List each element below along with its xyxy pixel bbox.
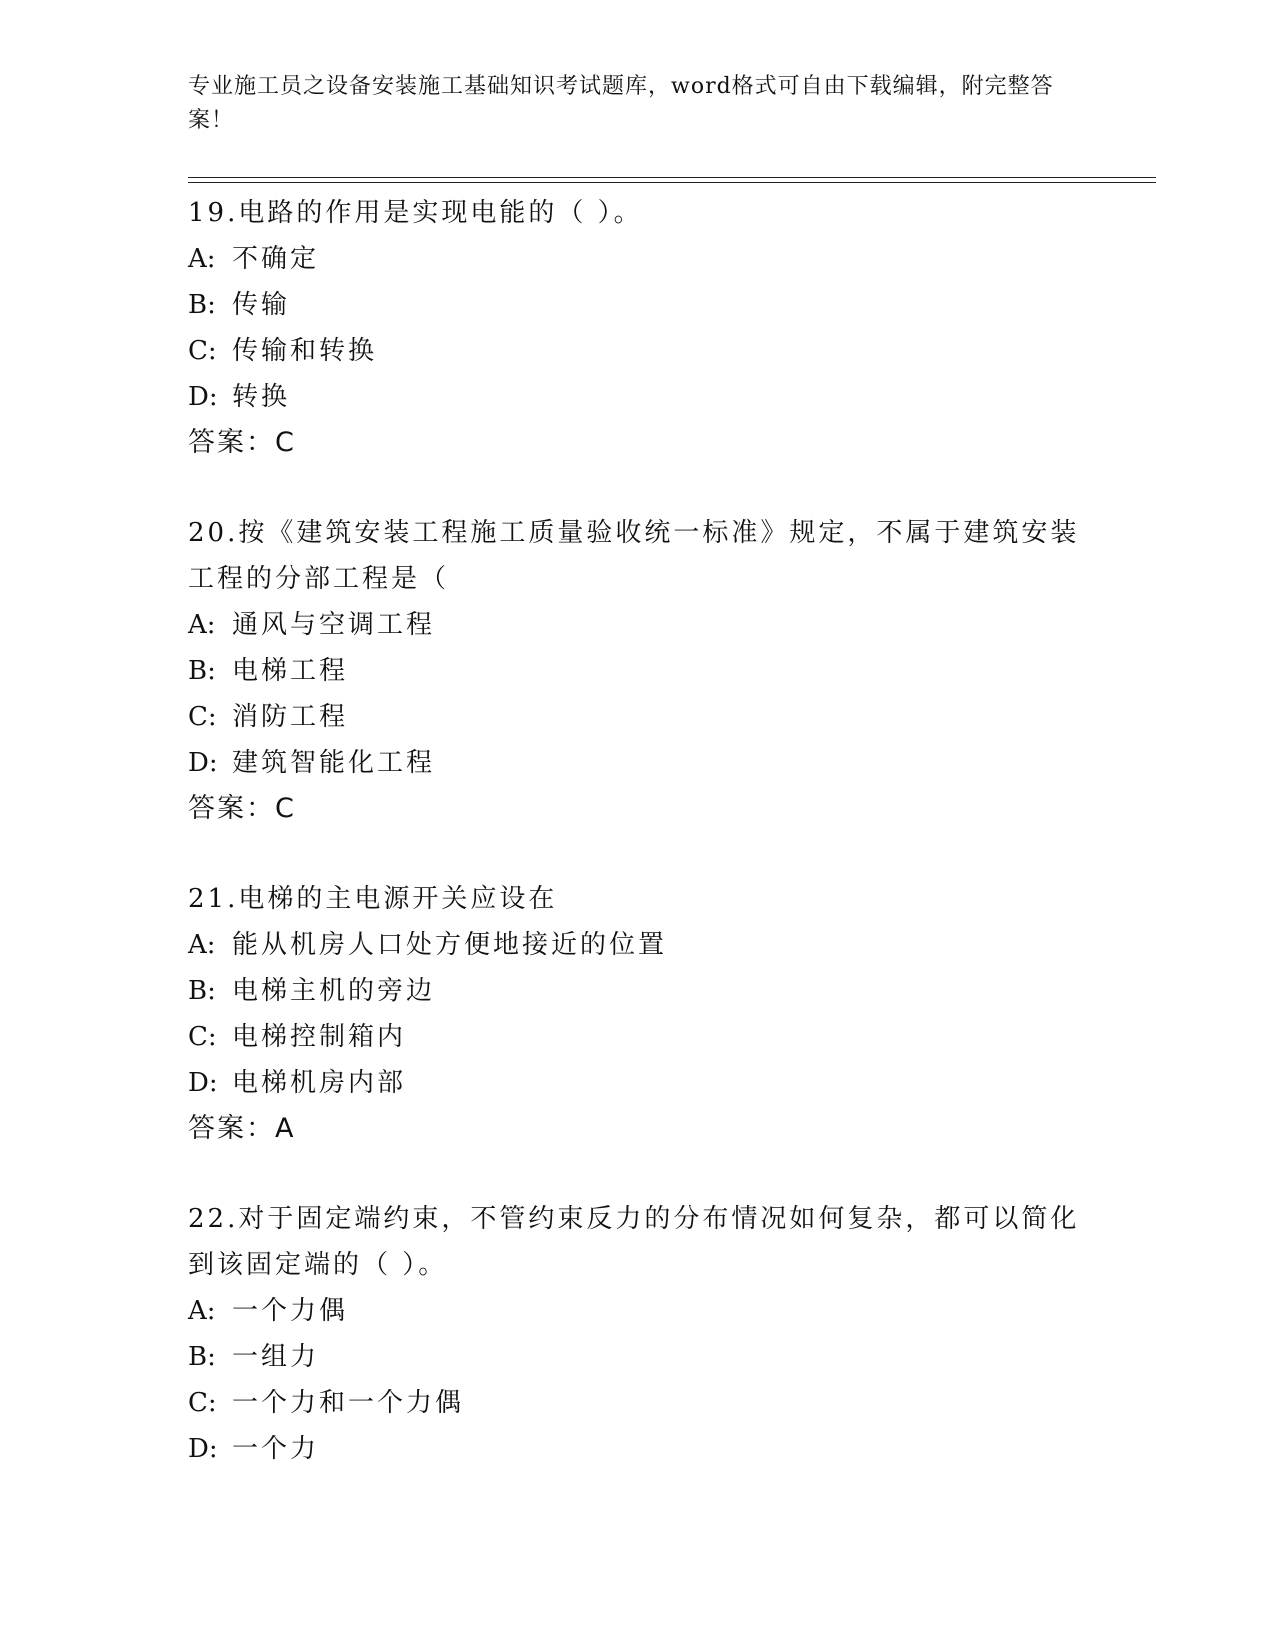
question-stem: 按《建筑安装工程施工质量验收统一标准》规定，不属于建筑安装工程的分部工程是（ xyxy=(188,518,1080,594)
option-key: C: xyxy=(188,1388,217,1418)
option-text: 一个力偶 xyxy=(232,1296,349,1326)
option-d xyxy=(188,374,1088,420)
option-b xyxy=(188,648,1088,694)
option-key: A: xyxy=(188,610,216,640)
option-key: D: xyxy=(188,382,218,412)
option-text: 建筑智能化工程 xyxy=(232,748,436,778)
question-20 xyxy=(188,510,1088,832)
option-key: C: xyxy=(188,336,217,366)
option-key: A: xyxy=(188,244,216,274)
option-text: 电梯控制箱内 xyxy=(232,1022,407,1052)
answer-line: 答案：C xyxy=(188,793,296,824)
header-divider-top xyxy=(188,177,1156,178)
option-b xyxy=(188,282,1088,328)
option-key: D: xyxy=(188,1068,218,1098)
question-text xyxy=(188,876,1088,922)
option-text: 电梯主机的旁边 xyxy=(232,976,436,1006)
question-stem: 电梯的主电源开关应设在 xyxy=(238,884,558,914)
option-key: C: xyxy=(188,1022,217,1052)
option-d xyxy=(188,1426,1088,1472)
option-text: 一组力 xyxy=(232,1342,320,1372)
question-number: 21. xyxy=(188,884,239,914)
option-key: B: xyxy=(188,1342,216,1372)
question-19 xyxy=(188,190,1088,466)
option-d xyxy=(188,740,1088,786)
option-key: B: xyxy=(188,656,216,686)
option-a xyxy=(188,922,1088,968)
option-key: D: xyxy=(188,748,218,778)
option-key: B: xyxy=(188,976,216,1006)
question-text xyxy=(188,1196,1088,1288)
option-c xyxy=(188,694,1088,740)
option-c xyxy=(188,1380,1088,1426)
option-b xyxy=(188,1334,1088,1380)
question-stem: 对于固定端约束，不管约束反力的分布情况如何复杂，都可以简化到该固定端的（ ）。 xyxy=(188,1204,1080,1280)
option-c xyxy=(188,328,1088,374)
option-text: 转换 xyxy=(232,382,291,412)
option-key: A: xyxy=(188,1296,216,1326)
question-number: 19. xyxy=(188,198,239,228)
option-text: 电梯机房内部 xyxy=(232,1068,407,1098)
option-key: A: xyxy=(188,930,216,960)
option-text: 一个力和一个力偶 xyxy=(232,1388,465,1418)
option-text: 不确定 xyxy=(232,244,320,274)
option-a xyxy=(188,1288,1088,1334)
question-text xyxy=(188,190,1088,236)
option-a xyxy=(188,236,1088,282)
question-number: 20. xyxy=(188,518,239,548)
answer-line: 答案：C xyxy=(188,427,296,458)
option-text: 电梯工程 xyxy=(232,656,349,686)
header-divider-bottom xyxy=(188,182,1156,183)
document-header: 专业施工员之设备安装施工基础知识考试题库，word格式可自由下载编辑，附完整答案！ xyxy=(188,74,1054,133)
option-text: 传输和转换 xyxy=(232,336,378,366)
option-d xyxy=(188,1060,1088,1106)
question-number: 22. xyxy=(188,1204,239,1234)
option-text: 能从机房人口处方便地接近的位置 xyxy=(232,930,668,960)
option-b xyxy=(188,968,1088,1014)
option-text: 一个力 xyxy=(232,1434,320,1464)
question-text xyxy=(188,510,1088,602)
question-list xyxy=(188,190,1088,1516)
question-stem: 电路的作用是实现电能的（ ）。 xyxy=(238,198,643,228)
option-text: 消防工程 xyxy=(232,702,349,732)
option-c xyxy=(188,1014,1088,1060)
answer-line: 答案：A xyxy=(188,1113,296,1144)
question-22 xyxy=(188,1196,1088,1472)
question-21 xyxy=(188,876,1088,1152)
option-a xyxy=(188,602,1088,648)
option-text: 传输 xyxy=(232,290,291,320)
option-text: 通风与空调工程 xyxy=(232,610,436,640)
option-key: C: xyxy=(188,702,217,732)
option-key: D: xyxy=(188,1434,218,1464)
option-key: B: xyxy=(188,290,216,320)
